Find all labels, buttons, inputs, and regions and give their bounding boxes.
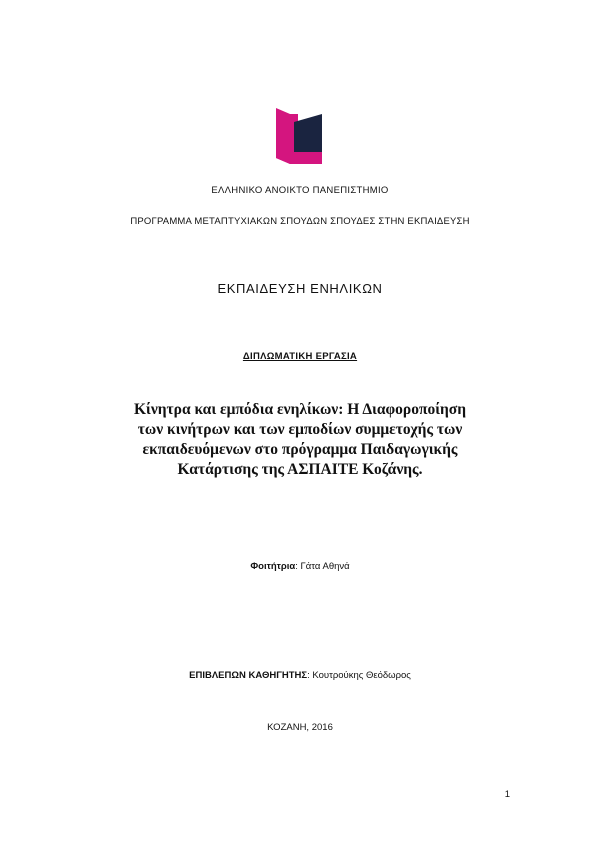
thesis-title-line: των κινήτρων και των εμποδίων συμμετοχής των xyxy=(137,421,463,438)
university-name: ΕΛΛΗΝΙΚΟ ΑΝΟΙΚΤΟ ΠΑΝΕΠΙΣΤΗΜΙΟ xyxy=(211,185,389,196)
program-name: ΠΡΟΓΡΑΜΜΑ ΜΕΤΑΠΤΥΧΙΑΚΩΝ ΣΠΟΥΔΩΝ ΣΠΟΥΔΕΣ ΣΤΗΝ ΕΚΠΑΙΔΕΥΣΗ xyxy=(130,216,470,227)
thesis-type: ΔΙΠΛΩΜΑΤΙΚΗ ΕΡΓΑΣΙΑ xyxy=(242,351,358,362)
thesis-title xyxy=(60,400,540,480)
supervisor-name: : Κουτρούκης Θεόδωρος xyxy=(307,670,411,681)
supervisor-line xyxy=(0,670,600,681)
page-number: 1 xyxy=(504,789,510,800)
student-name: : Γάτα Αθηνά xyxy=(295,561,350,572)
thesis-title-line: εκπαιδευόμενων στο πρόγραμμα Παιδαγωγικής xyxy=(142,441,458,458)
student-line xyxy=(0,561,600,572)
supervisor-label: ΕΠΙΒΛΕΠΩΝ ΚΑΘΗΓΗΤΗΣ xyxy=(189,670,308,681)
place-date: ΚΟΖΑΝΗ, 2016 xyxy=(267,722,333,733)
department-name: ΕΚΠΑΙΔΕΥΣΗ ΕΝΗΛΙΚΩΝ xyxy=(217,281,383,296)
student-label: Φοιτήτρια xyxy=(250,561,296,572)
thesis-title-line: Κίνητρα και εμπόδια ενηλίκων: Η Διαφοροποίηση xyxy=(133,401,467,418)
thesis-title-line: Κατάρτισης της ΑΣΠΑΙΤΕ Κοζάνης. xyxy=(177,461,423,478)
university-logo-icon xyxy=(270,108,328,164)
